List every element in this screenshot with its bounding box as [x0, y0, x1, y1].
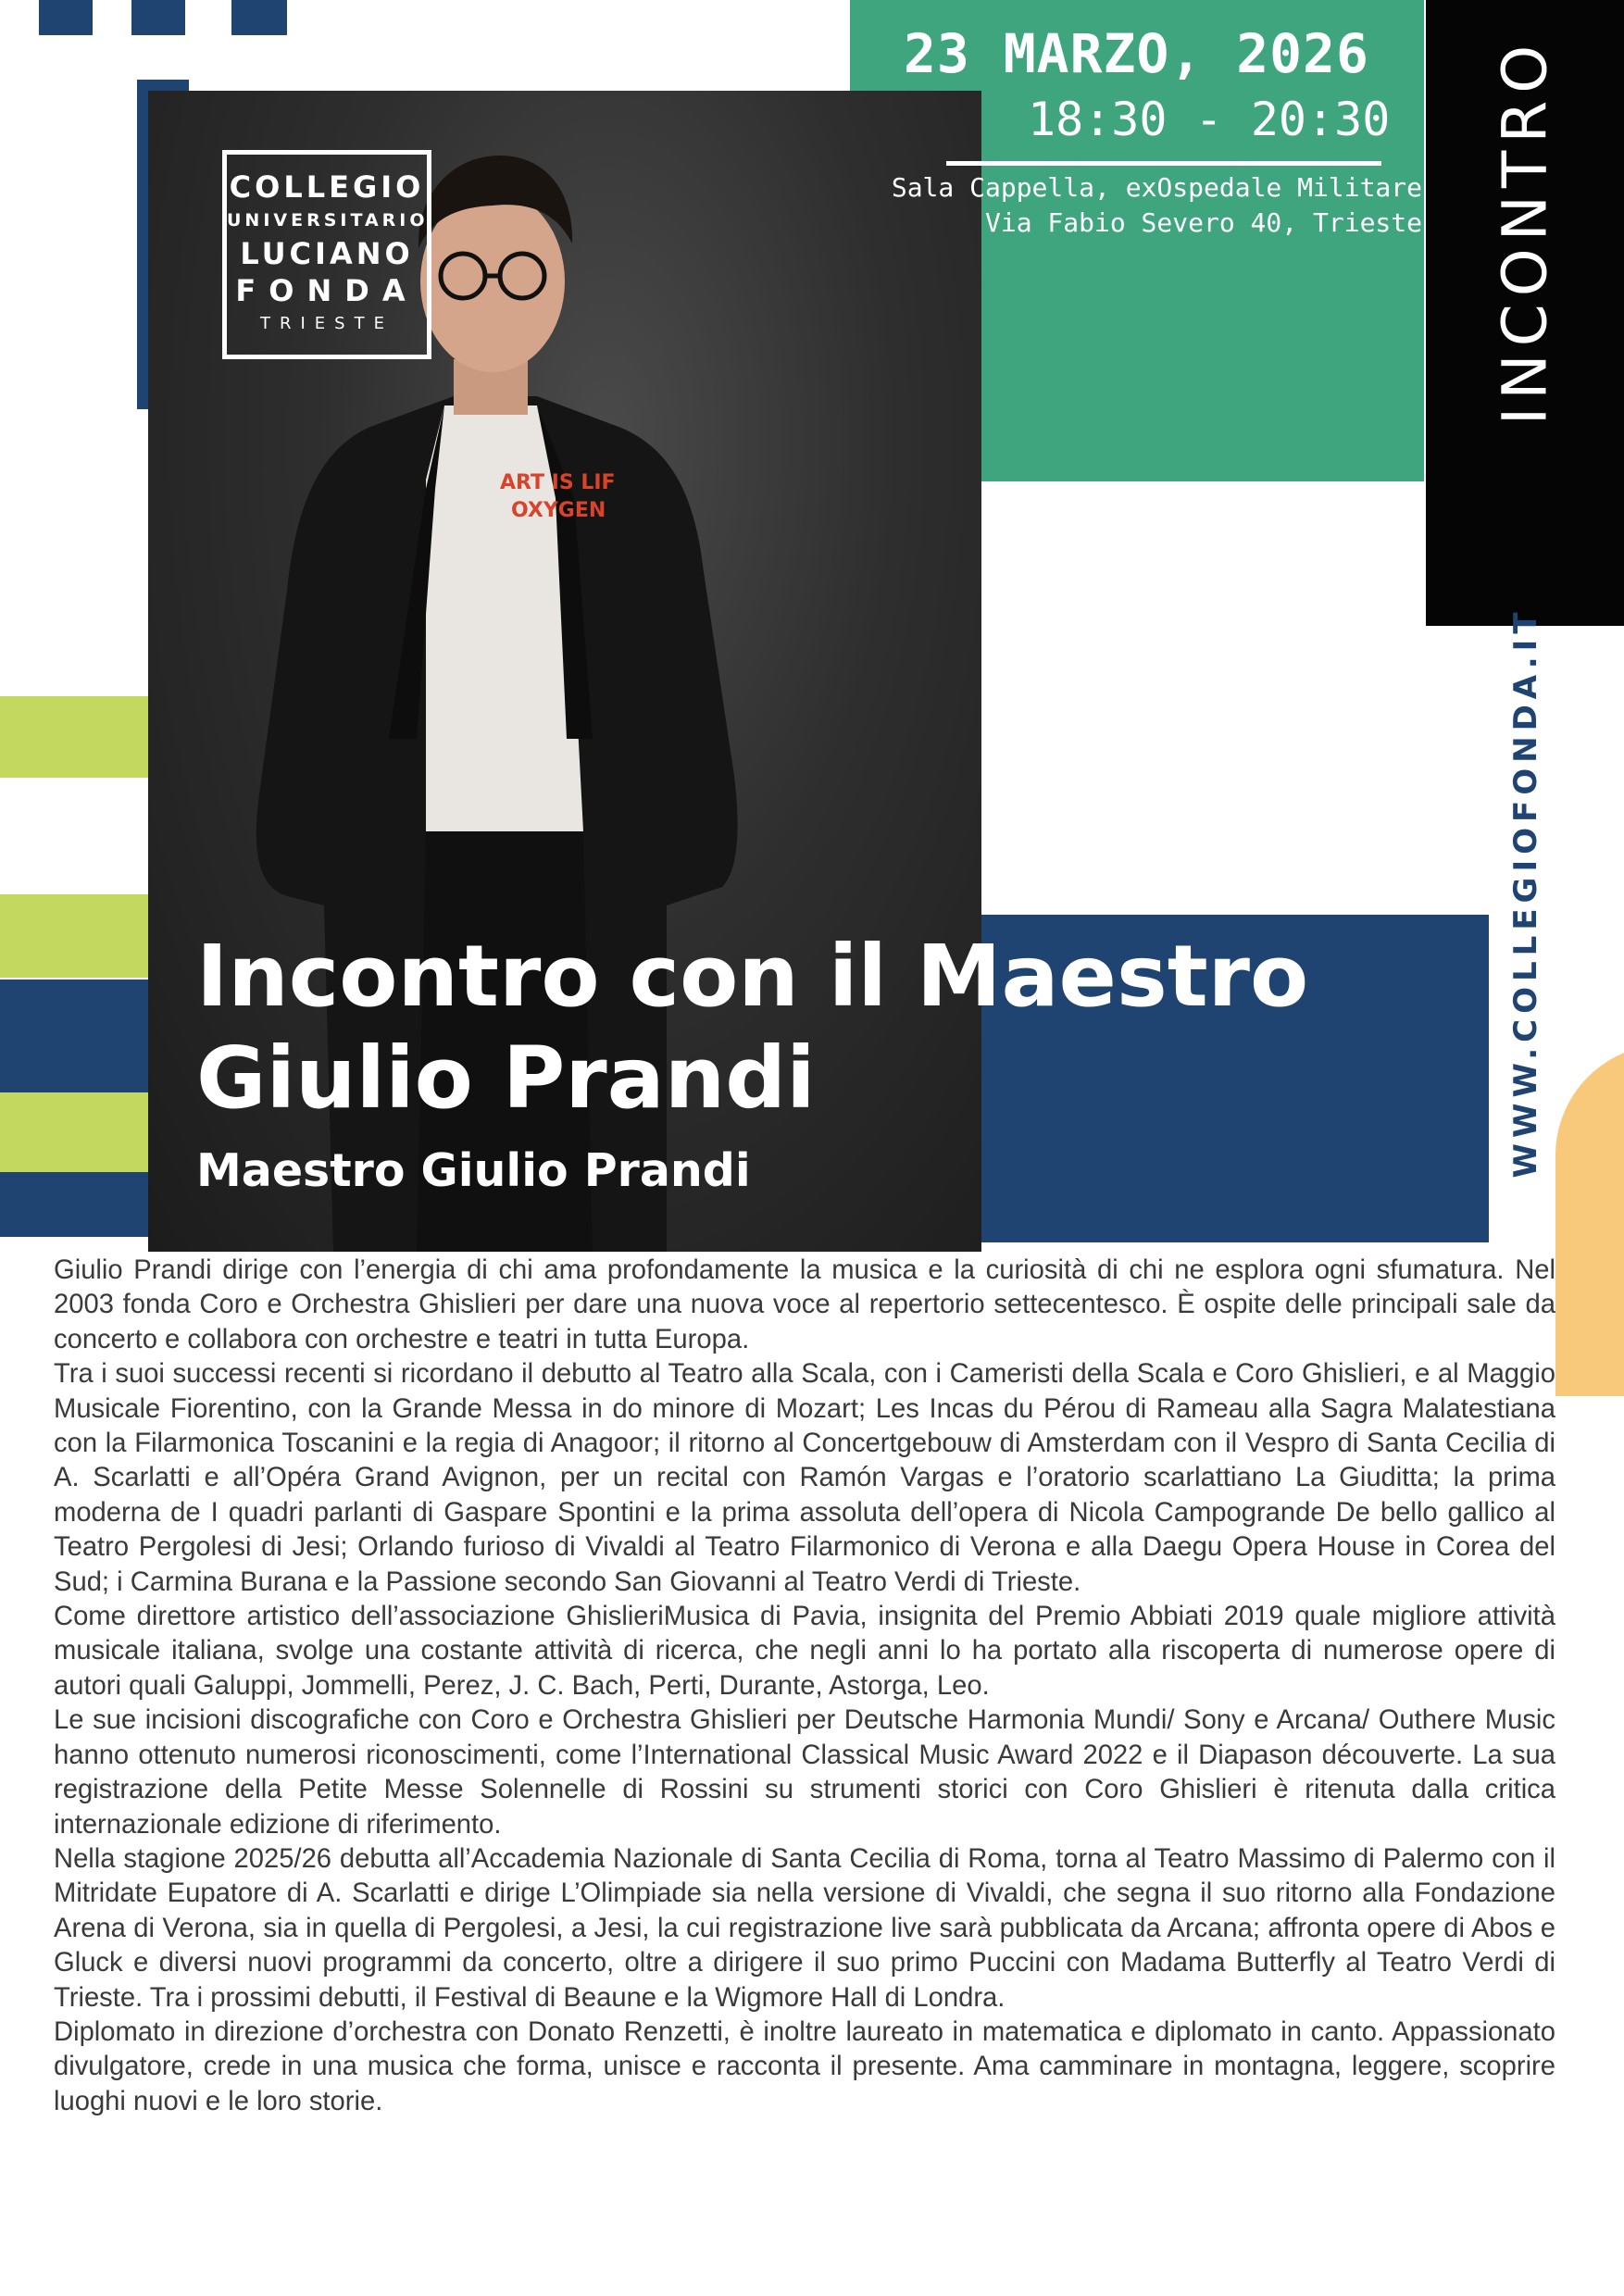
- bio-paragraph: Giulio Prandi dirige con l’energia di chi ama profondamente la musica e la curiosità di chi ne esplora ogni sfumatura. Nel 2003 fonda Coro e Orchestra Ghislieri per dare una nuova voce al repertorio settecentesco. È ospite delle principali sale da concerto e collabora con orchestre e teatri in tutta Europa.: [54, 1255, 1555, 1354]
- decor-lime-2: [0, 894, 169, 978]
- decor-peach-shape: [1555, 1044, 1624, 1396]
- logo-line-1: COLLEGIO: [229, 169, 425, 205]
- logo-line-4: FONDA: [235, 273, 418, 308]
- decor-square-top-2: [131, 0, 185, 35]
- bio-paragraph: Diplomato in direzione d’orchestra con Donato Renzetti, è inoltre laureato in matematica e diplomato in canto. Appassionato divulgatore, crede in una musica che forma, unisce e racconta il presente. Ama camminare in montagna, leggere, scoprire luoghi nuovi e le loro storie.: [54, 2016, 1555, 2116]
- logo-line-5: TRIESTE: [260, 314, 394, 333]
- tshirt-text-2: OXYGEN: [511, 499, 606, 522]
- category-label: INCONTRO: [1489, 37, 1561, 426]
- category-panel: [1426, 0, 1624, 626]
- bio-paragraph: Come direttore artistico dell’associazione GhislieriMusica di Pavia, insignita del Premio Abbiati 2019 quale migliore attività musicale italiana, svolge una costante attività di ricerca, che negli anni lo ha portato alla riscoperta di numerose opere di autori quali Galuppi, Jommelli, Perez, J. C. Bach, Perti, Durante, Astorga, Leo.: [54, 1602, 1555, 1701]
- venue-line-2: Via Fabio Severo 40, Trieste: [984, 207, 1422, 238]
- title-line-2: Giulio Prandi: [196, 1029, 816, 1128]
- college-logo: [222, 150, 431, 359]
- tshirt-text-1: ART IS LIF: [500, 471, 616, 494]
- decor-square-top-1: [39, 0, 93, 35]
- event-time: 18:30 - 20:30: [1028, 93, 1391, 146]
- bio-paragraph: Nella stagione 2025/26 debutta all’Accademia Nazionale di Santa Cecilia di Roma, torna al Teatro Massimo di Palermo con il Mitridate Eupatore di A. Scarlatti e dirige L’Olimpiade sia nella versione di Vivaldi, che segna il suo ritorno alla Fondazione Arena di Verona, sia in quella di Pergolesi, a Jesi, la cui registrazione live sarà pubblicata da Arcana; affronta opere di Abos e Gluck e diversi nuovi programmi da concerto, oltre a dirigere il suo primo Puccini con Madama Butterfly al Teatro Verdi di Trieste. Tra i prossimi debutti, il Festival di Beaune e la Wigmore Hall di Londra.: [54, 1843, 1555, 2013]
- page-title: [196, 926, 1400, 1129]
- page-subtitle: Maestro Giulio Prandi: [196, 1144, 751, 1197]
- biography-text: [54, 1254, 1555, 2119]
- decor-square-top-3: [231, 0, 287, 35]
- logo-line-2: UNIVERSITARIO: [227, 210, 429, 231]
- bio-paragraph: Tra i suoi successi recenti si ricordano il debutto al Teatro alla Scala, con i Cameristi della Scala e Coro Ghislieri, e al Maggio Musicale Fiorentino, con la Grande Messa in do minore di Mozart; Les Incas du Pérou di Rameau alla Sagra Malatestiana con la Filarmonica Toscanini e la regia di Anagoor; il ritorno al Concertgebouw di Amsterdam con il Vespro di Santa Cecilia di A. Scarlatti e all’Opéra Grand Avignon, per un recital con Ramón Vargas e l’oratorio scarlattiano La Giuditta; la prima moderna de I quadri parlanti di Gaspare Spontini e la prima assoluta dell’opera di Nicola Campogrande De bello gallico al Teatro Pergolesi di Jesi; Orlando furioso di Vivaldi al Teatro Filarmonico di Verona e alla Daegu Opera House in Corea del Sud; i Carmina Burana e la Passione secondo San Giovanni al Teatro Verdi di Trieste.: [54, 1359, 1555, 1597]
- website-link[interactable]: WWW.COLLEGIOFONDA.IT: [1507, 606, 1544, 1179]
- title-line-1: Incontro con il Maestro: [196, 927, 1309, 1026]
- venue-line-1: Sala Cappella, exOspedale Militare: [891, 172, 1422, 203]
- event-date: 23 MARZO, 2026: [904, 22, 1369, 85]
- bio-paragraph: Le sue incisioni discografiche con Coro e Orchestra Ghislieri per Deutsche Harmonia Mundi/ Sony e Arcana/ Outhere Music hanno ottenuto numerosi riconoscimenti, come l’International Classical Music Award 2022 e il Diapason découverte. La sua registrazione della Petite Messe Solennelle di Rossini su strumenti storici con Coro Ghislieri è ritenuta dalla critica internazionale edizione di riferimento.: [54, 1705, 1555, 1840]
- date-divider: [946, 161, 1381, 166]
- logo-line-3: LUCIANO: [240, 236, 414, 271]
